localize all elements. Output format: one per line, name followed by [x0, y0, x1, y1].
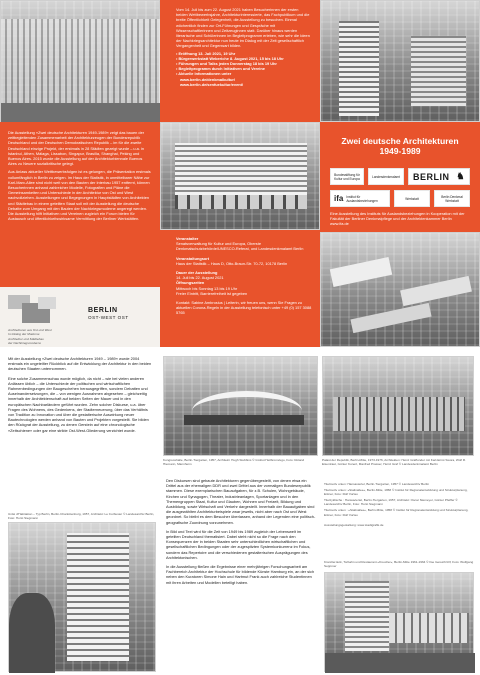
slab-building: [350, 303, 431, 333]
photo-palast-republik: [322, 356, 474, 456]
title-panel: [320, 122, 480, 232]
info-link[interactable]: www.berlin.de/denkmalkultur/: [180, 76, 235, 82]
logo-berlin-sub: OST-WEST OST: [88, 315, 129, 320]
roof-shell: [192, 391, 302, 415]
dauer-text: 14. Juli bis 22. August 2021: [176, 275, 224, 281]
logo-caption: der Nachkriegsmoderne: [8, 341, 42, 345]
photo-credits: [324, 482, 474, 542]
eintritt-text: Freier Eintritt, Barrierefreiheit ist gegeben: [176, 290, 248, 296]
logo-caption: Architektur und Städtebau: [8, 337, 44, 341]
slab-building: [400, 276, 472, 306]
event-item: • Eröffnung 13. Juli 2021, 19 Uhr: [176, 50, 236, 56]
caption-kongresshalle: Kongresshalle, Berlin-Tiergarten, 1957, Architekt: Hugh Stubbins © Institut Heilbronn/ego, Foto: Roland Hiemann, Mannheim: [163, 458, 305, 467]
intro-paragraph: Die Ausstellung »Zwei deutsche Architekturen 1949-1989« zeigt das bauen der zeitbegleitenden Zusammenarbeit der Architekturzeugen der Bundesrepublik Deutschland und der Deutschen Demokratischen Republik – im für die zweite Deutschland einzige Projekt, der erstmals in 28 Städten gezeigt wurde – u.a. in Istanbul, Athen, Málaga, Lissabon, Singapur, Brasília, Shanghai, Peking und Buenos Aires. 2015 wurde die Ausstellung auf der Architekturbiennale Buenos Aires zu Neuere sozialkritische gelegt.: [8, 130, 145, 167]
caption-unite: Unité d'Habitation – Typ Berlin, Berlin-Charlottenburg, 1957, Architekt: Le Corbusier © Landesarchiv Berlin, Foto: Horst Siegmann: [8, 512, 155, 521]
photo-unite-habitation: [8, 522, 156, 672]
logo-berlin-city: [408, 168, 470, 185]
zeiten-heading: Öffnungszeiten: [176, 280, 205, 286]
logo-label: Landesdenkmalamt: [372, 174, 400, 179]
logo-bundesstiftung: [330, 168, 364, 185]
lower-paragraph: Eine solche Zusammenschau wurde möglich, da nicht – wie bei vielen anderen Anlässen üblich – die Unterschiede der politischen und wirtschaftlichen Rahmenbedingungen der Baugeschehen herausgegriffen, sondern Debatten und Auseinandersetzungen, die – von wenigen Ausnahmen abgesehen – gleichzeitig innerhalb der Architektenschaft auf beiden Seiten der Mauer und in den europäischen Nachbarländern geführt wurden. Zehn solcher Diskurse, u.a. über Fragen des Wohnens, des Gedenkens, der Stadterneuerung, über das Verhältnis von Tradition zu Innovation und über die gestalterische Auswirkung neuer Bautechnologien werden anhand von Bauten und Projekten vorgestellt. Sie bilden den Rückgrat der Ausstellung, zu denen Gerstein auf eine chronologische »Zeitschiene« oder gar eine strikte Ost-West-Gliederung verzichtet wurde.: [8, 375, 149, 433]
credit-line: Titelmotiv unten: »Stalinallee«, Berlin-Mitte, 1958 © Institut für Regionalentwicklung und Strukturplanung, Erkner, Foto: Rolf Vorlau: [324, 488, 468, 497]
discourse-paragraph: In die Ausstellung fließen die Ergebnisse einer mehrjährigen Forschungsarbeit am Fachbereich Architektur der Hochschule für bildende Künste Hamburg ein, an der sich neben den Kuratoren Simone Hain und Hartmut Frank auch zahlreiche Studentinnen mit ihren Arbeiten und Modellen beteiligt haben.: [166, 564, 315, 585]
veranstalter-heading: Veranstalter: [176, 236, 199, 241]
credit-line: Titelmotiv unten: Hansaviertel, Berlin-Tiergarten, 1957 © Landesarchiv Berlin: [324, 482, 430, 486]
logo-denkmal-werkstatt: [434, 190, 470, 207]
info-paragraph: Vom 14. Juli bis zum 22. August 2021 haben Besucherinnen der ersten beiden Wettbewerbsjahre, Architekturinteressierte, das Fachpublikum und die breite Öffentlichkeit Gelegenheit, die Ausstellung zu besuchen. Einmal wöchentlich finden zur Ort-Führungen und Gespräche mit Wissenschaftlerinnen und Zeitzeuginnen statt. Darüber hinaus werden literarische und Schülerinnen im Begleitprogramm erleben, wie sehr die Ideen der Nachkriegsarchitektur nun heute im Dialog mit der Zeit gesellschaftlich Vergangenheit und Gegenwart bilden.: [176, 7, 310, 49]
logo-caption: Architekturen aus Ost und West: [8, 328, 52, 332]
slab-building: [330, 257, 392, 287]
photo-stalinallee: [0, 0, 160, 122]
intro-paragraph: Aus Anlass aktueller Wettbewerbsfolgen ist es gelungen, die Präsentation erstmals vollumfänglich in Berlin zu zeigen. Im Haus der Statistik, in unmittelbarer Nähe zur Karl-Marx-Allee sind nicht weit von den Bauten der Interbau 1957 entfernt, können Besucherinnen anhand zahlreicher Modelle, Fotografien und Pläne die Gemeinsamkeiten und Unterschiede in der Architektur von Ost und West nachvollziehen. Ausstellungen und Begegnungen in Hauptstädten von Architekten und Städtebau in einem geteilten Staat soll mit der Ausstellung die deutsche Debatte zum Umgang mit den Bauten der Nachkriegsmoderne angeregt werden. Die Ausstellung hilft Initiativen und Vereinen zugleich ein Forum bieten für Austausch und öffentlichkeitswirksame Vermittlung der Berliner Werkstätten.: [8, 169, 151, 222]
info-panel: [160, 0, 320, 122]
photo-building-columns: [160, 122, 320, 230]
photo-tower-aerial: [320, 0, 480, 122]
dauer-heading: Dauer der Ausstellung: [176, 270, 218, 276]
tower-block: [339, 21, 379, 116]
organizer-panel: [160, 230, 320, 347]
logo-berlin: BERLIN: [88, 307, 118, 314]
intro-panel: [0, 122, 160, 287]
logo-label: Bundesstiftung für Kultur und Europa: [334, 172, 360, 181]
title-subline: Eine Ausstellung des Instituts für Auslandsbeziehungen in Kooperation mit der Fakultät der Berliner Denkmalpflege und der Architektenkammer Berlin www.ifa.de: [330, 211, 465, 227]
berlin-wordmark: BERLIN: [413, 171, 450, 182]
credit-line: Ausstellungsgestaltung: www.stadtgrafik.de: [324, 522, 384, 527]
building-body: [175, 143, 307, 195]
info-link[interactable]: www.berlin.de/senfuekultur/event/: [180, 81, 243, 87]
building-base: [184, 415, 304, 425]
building-facade: [1, 19, 161, 103]
logo-landesdenkmalamt: [368, 168, 404, 185]
logo-werkstatt: [394, 190, 430, 207]
discourse-paragraph: In Bild und Text wird für die Zeit von 1949 bis 1989 zugleich der Lebenswelt im geteilten Deutschland thematisiert. Dabei steht nicht so die Frage nach den Konsequenzen der in beiden Staaten sehr unterschiedlichen wirtschaftlichen und gesellschaftlichen Bedingungen oder der zugespitzten Systemkonkurrenz im Fokus, sondern das Repertoire und die verschiedenen gestalterischen Ausprägungen des Architektonischen.: [166, 528, 311, 560]
street: [325, 653, 475, 673]
lower-paragraph: Mit der Ausstellung »Zwei deutsche Architekturen 1949 – 1989« wurde 2004 erstmals ein ungeteilter Rückblick auf die Entwicklung der Architektur in den beiden deutschen Staaten unternommen.: [8, 356, 152, 372]
pavilion: [389, 613, 469, 643]
tree: [9, 593, 55, 673]
ifa-wordmark: ifa: [334, 193, 344, 203]
photo-kongresshalle: [163, 356, 318, 456]
logo-graphic: [8, 295, 56, 325]
exhibition-years: 1949-1989: [379, 146, 421, 156]
street: [1, 103, 161, 123]
exhibition-logo-block: [0, 287, 160, 347]
ort-text: Haus der Statistik – Haus D, Otto-Braun-Str. 70-72, 10178 Berlin: [176, 260, 288, 266]
event-item: • Begleitprogramm durch Initiativen und Vereine: [176, 66, 265, 72]
logo-label: Werkstatt: [405, 196, 419, 201]
event-item: • Führungen und Talks jeden Donnerstag 18 bis 19 Uhr: [176, 61, 277, 67]
tower-block: [345, 581, 389, 651]
credit-line: Titelmotiv unten : »Stalinallee«, Berlin-Mitte, 1958 © Institut für Regionalentwicklung und Strukturplanung, Erkner, Foto: Rolf Vorlau: [324, 508, 469, 517]
glass-facade: [333, 397, 465, 431]
logo-label: Berlin Denkmal Werkstatt: [441, 194, 463, 203]
columns: [175, 195, 307, 209]
bear-icon: ♞: [456, 171, 465, 181]
photo-hansaviertel-aerial: [320, 232, 480, 347]
ifa-text: Institut für Auslandsbeziehungen: [346, 194, 378, 203]
veranstalter-text: Senatsverwaltung für Kultur und Europa, Oberste Denkmalschutzbehörde/UNESCO-Referat, und Landesdenkmalamt Berlin: [176, 241, 304, 252]
event-item: • Aktuelle Informationen unter: [176, 71, 232, 77]
photo-kranzler-eck: [324, 572, 474, 672]
tower-block: [411, 36, 466, 106]
event-item: • Bürgerwerkstatt Weberiche 8. August 2021, 15 bis 18 Uhr: [176, 55, 284, 61]
event-list: [176, 51, 311, 87]
exhibition-title: Zwei deutsche Architekturen: [341, 136, 459, 146]
unite-block: [67, 533, 129, 661]
logo-ifa: [330, 190, 390, 207]
ort-heading: Veranstaltungsort: [176, 255, 210, 261]
intro-text-lower: [8, 356, 154, 506]
credit-line: Titelzyklische : Hansaviertel, Berlin-Tiergarten, 1957, Architekt: Oscar Niemeyer, Günter Pfeiffer © Landesarchiv Berlin, Foto: Horst Siegmann: [324, 498, 458, 507]
caption-palast: Palast der Republik, Berlin-Mitte, 1973-1976, Architekten: Heinz Graffunder mit Karl-Ernst Swora, Wolf R. Eisentraut, Günter Kunert, Manfred Prasser, Heinz Graf © Landesdenkmalamt Berlin: [322, 458, 466, 467]
discourse-text: [166, 478, 316, 670]
logo-caption: Im Dialog der Moderne: [8, 332, 40, 336]
kontakt-text: Kontakt: Sabine Ambrosius | Leiterin, wir freuen uns, wenn Sie Fragen zu aktuellen Corona-Regeln in der Ausstellung telefonisch unter +49 (0) 157 3088 5765: [176, 300, 312, 316]
discourse-paragraph: Den Diskursen sind gebaute Architekturen gegenübergestellt, von denen etwa ein Drittel aus der ehemaligen DDR und zwei Drittel aus der vormaligen Bundesrepublik stammen. Diese exemplarischen Bauaufgaben, für z.B. Schulen, Wohngebäude, Kirchen und Synagogen, Theater, Industrieanlagen, Sportanlagen und in den Themengruppen Staat, Kultur und Glauben, Wohnen und Freizeit, Bildung und Ausbildung, sowie Wirtschaft und Verkehr dargestellt. Innerhalb der Bauaufgaben sind die ausgewählten Architekturbeispiele zwar jeweils, nicht aber nach Ost und West geordnet. So bleibt es dem Besucher überlassen, anhand der Legenden eine politisch-geografische Zuordnung vorzunehmen.: [166, 478, 316, 525]
caption-kranzler: Kranzler-Eck, Torbahn und Restaurant »Kreuzler«, Berlin-Mitte 1961-1964 © Ilse Gereich/Ulf, Foto: Wolfgang Seppmer: [324, 560, 474, 569]
zeiten-text: Mittwoch bis Sonntag 13 bis 19 Uhr: [176, 285, 238, 291]
